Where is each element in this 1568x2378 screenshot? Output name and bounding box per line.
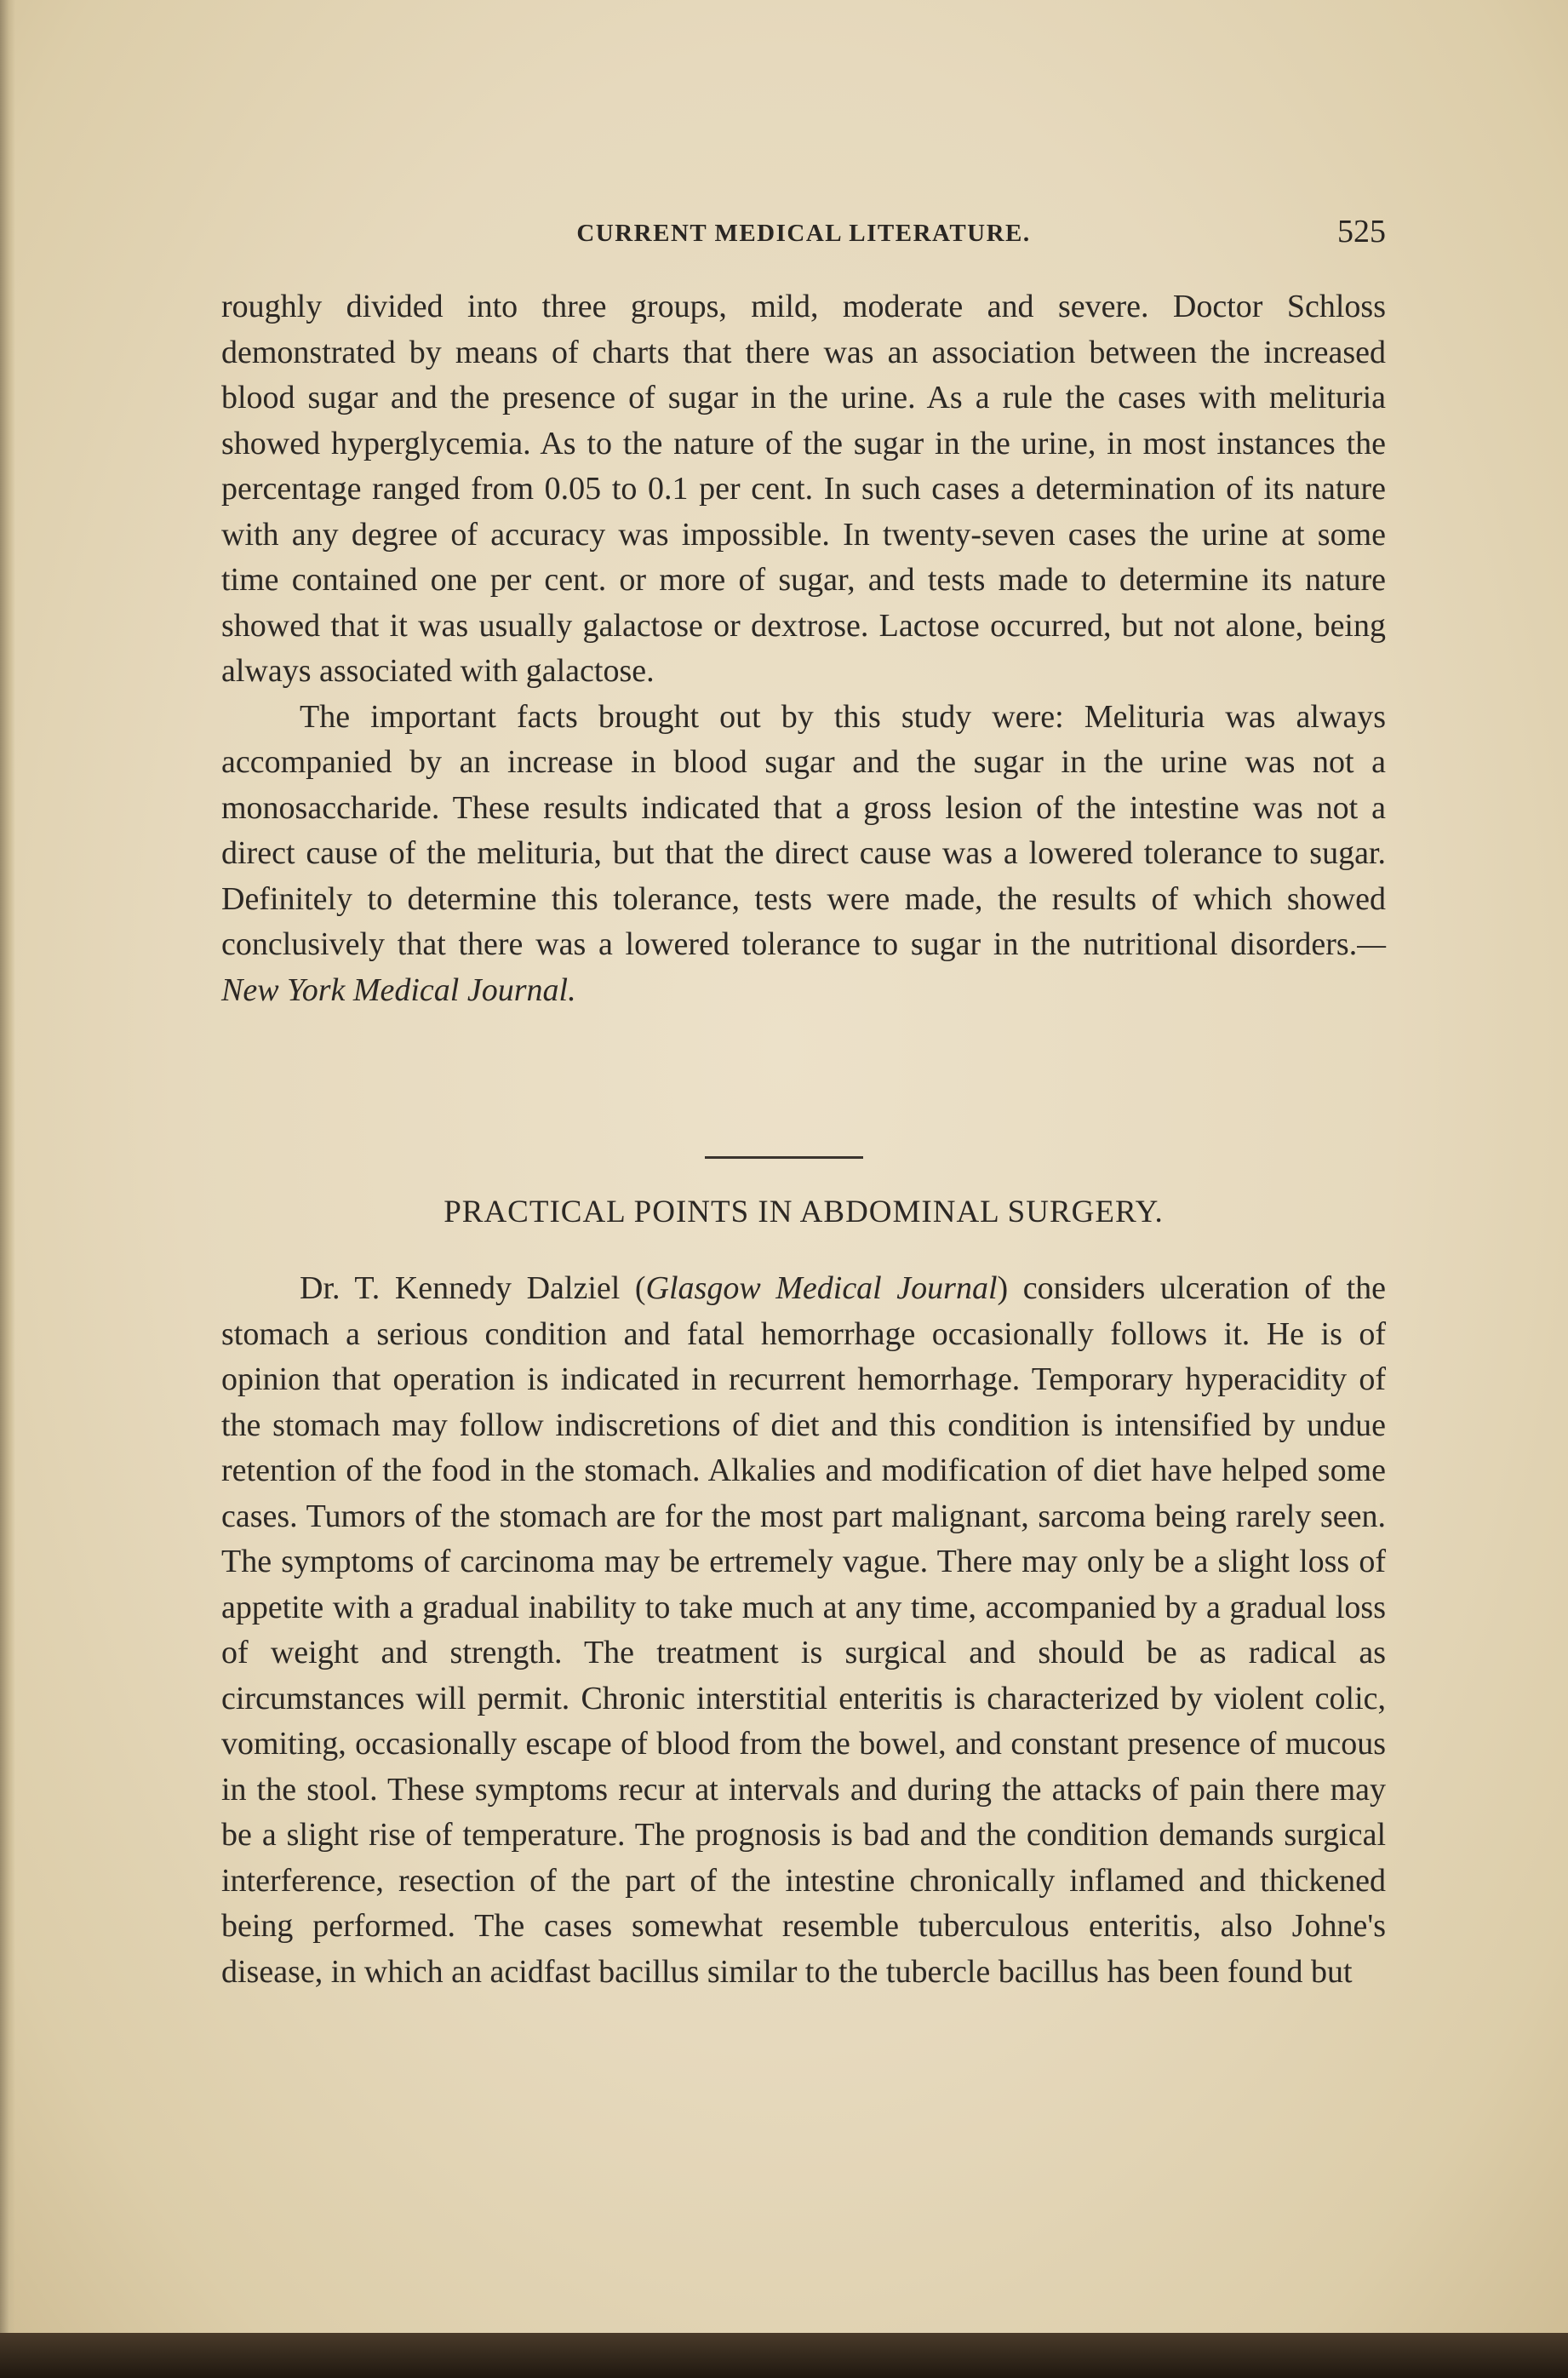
article-one-paragraph-2-text: The important facts brought out by this study were: Melituria was always accompanied by an increase in blood sugar and the sugar in the urine was not a monosaccharide. These results indicated that a gross lesion of the intestine was not a direct cause of the melituria, but that the direct cause was a lowered tolerance to sugar. Definitely to determine this tolerance, tests were made, the results of which showed conclusively that there was a lowered tolerance to sugar in the nutritional disorders. bbox=[221, 698, 1386, 962]
article-two-journal: Glasgow Medical Journal bbox=[645, 1270, 998, 1306]
article-one-paragraph-1: roughly divided into three groups, mild, moderate and severe. Doctor Schloss demonstrated by means of charts that there was an association between the increased blood sugar and the presence of sugar in the urine. As a rule the cases with melituria showed hyperglycemia. As to the nature of the sugar in the urine, in most instances the percentage ranged from 0.05 to 0.1 per cent. In such cases a determination of its nature with any degree of accuracy was impossible. In twenty-seven cases the urine at some time contained one per cent. or more of sugar, and tests made to determine its nature showed that it was usually galactose or dextrose. Lactose occurred, but not alone, being always associated with galactose. bbox=[221, 289, 1386, 689]
page-spine-shadow bbox=[0, 0, 15, 2333]
article-one-source: —New York Medical Journal. bbox=[221, 926, 1386, 1008]
article-two-body bbox=[221, 1266, 1386, 1995]
article-two-paragraph-1 bbox=[221, 1266, 1386, 1995]
running-title: CURRENT MEDICAL LITERATURE. bbox=[576, 220, 1031, 247]
article-one-body bbox=[221, 284, 1386, 1013]
page-bottom-edge bbox=[0, 2333, 1568, 2378]
section-heading: PRACTICAL POINTS IN ABDOMINAL SURGERY. bbox=[444, 1195, 1164, 1229]
article-two-intro: Dr. T. Kennedy Dalziel ( bbox=[300, 1270, 646, 1306]
article-one-paragraph-2 bbox=[221, 695, 1386, 1014]
section-divider-rule bbox=[705, 1156, 863, 1159]
running-head bbox=[221, 213, 1386, 255]
article-two-text: ) considers ulceration of the stomach a serious condition and fatal hemorrhage occasionally follows it. He is of opinion that operation is indicated in recurrent hemorrhage. Temporary hyperacidity of the stomach may follow indiscretions of diet and this condition is intensified by undue retention of the food in the stomach. Alkalies and modification of diet have helped some cases. Tumors of the stomach are for the most part malignant, sarcoma being rarely seen. The symptoms of carcinoma may be ertremely vague. There may only be a slight loss of appetite with a gradual inability to take much at any time, accompanied by a gradual loss of weight and strength. The treatment is surgical and should be as radical as circumstances will permit. Chronic interstitial enteritis is characterized by violent colic, vomiting, occasionally escape of blood from the bowel, and constant presence of mucous in the stool. These symptoms recur at intervals and during the attacks of pain there may be a slight rise of temperature. The prognosis is bad and the condition demands surgical interference, resection of the part of the intestine chronically inflamed and thickened being performed. The cases somewhat resemble tuberculous enteritis, also Johne's disease, in which an acidfast bacillus similar to the tubercle bacillus has been found but bbox=[221, 1270, 1386, 1990]
page-number: 525 bbox=[1337, 214, 1386, 249]
